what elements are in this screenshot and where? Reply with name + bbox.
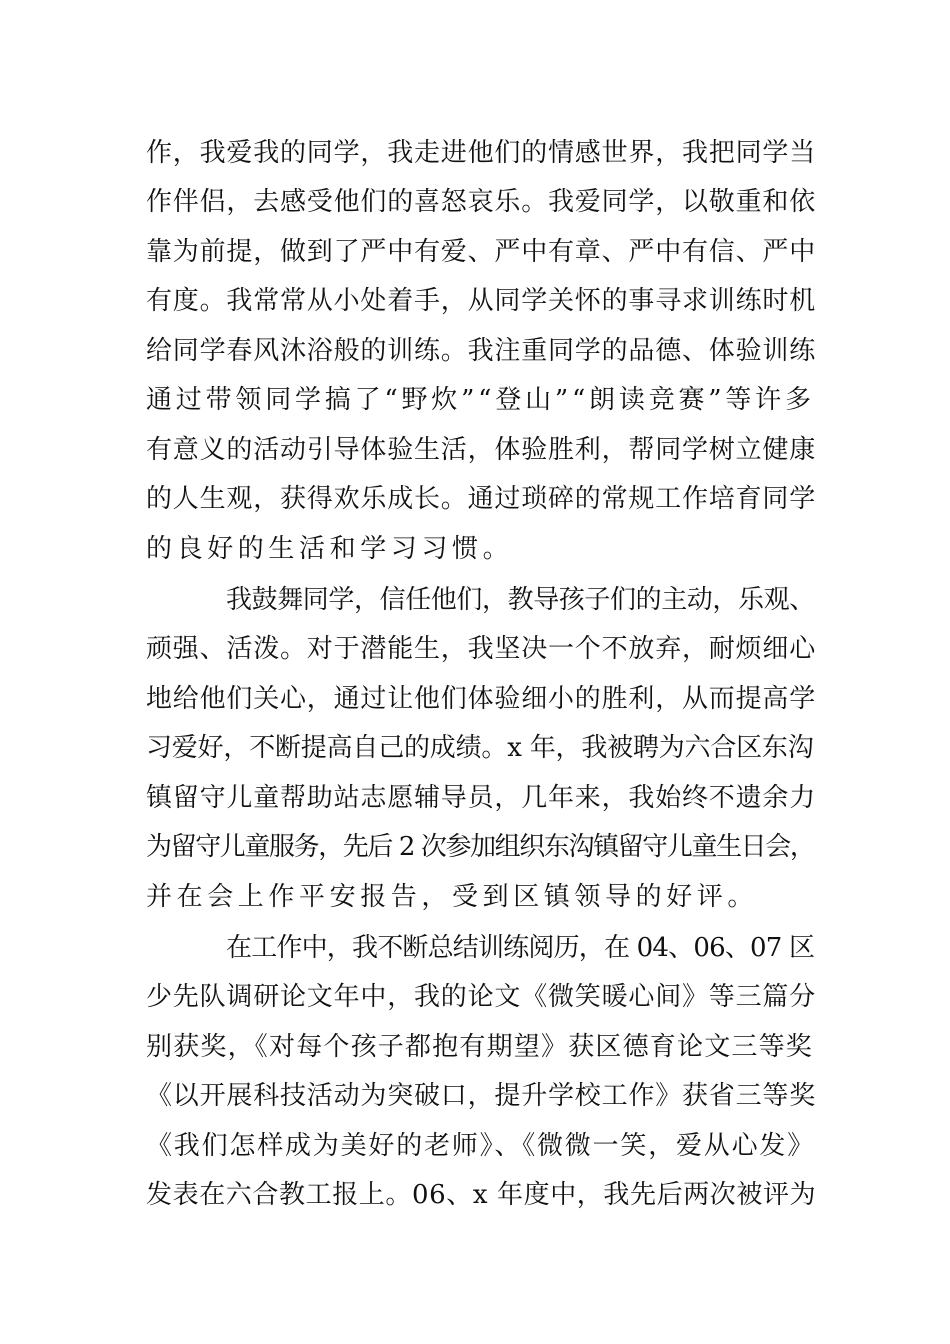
paragraph-3-line-5: 《我们怎样成为美好的老师》、《微微一笑，爱从心发》 [146, 1131, 816, 1161]
paragraph-1-line-4: 有度。我常常从小处着手，从同学关怀的事寻求训练时机 [146, 286, 817, 316]
paragraph-2-line-4: 习爱好，不断提高自己的成绩。x 年，我被聘为六合区东沟 [146, 733, 814, 763]
paragraph-2-line-7: 并在会上作平安报告，受到区镇领导的好评。 [146, 882, 759, 912]
paragraph-2-line-3: 地给他们关心，通过让他们体验细小的胜利，从而提高学 [146, 684, 817, 714]
paragraph-3-line-3: 别获奖，《对每个孩子都抱有期望》获区德育论文三等奖 [146, 1032, 814, 1062]
paragraph-3-line-6: 发表在六合教工报上。06、x 年度中，我先后两次被评为 [146, 1180, 817, 1210]
paragraph-1-line-5: 给同学春风沐浴般的训练。我注重同学的品德、体验训练 [146, 336, 817, 366]
paragraph-1-line-9: 的良好的生活和学习习惯。 [146, 534, 514, 564]
paragraph-2-line-5: 镇留守儿童帮助站志愿辅导员，几年来，我始终不遗余力 [146, 783, 817, 813]
paragraph-1-line-1: 作，我爱我的同学，我走进他们的情感世界，我把同学当 [146, 138, 817, 168]
paragraph-3-line-2: 少先队调研论文年中，我的论文《微笑暖心间》等三篇分 [146, 982, 817, 1012]
paragraph-2-line-6: 为留守儿童服务，先后 2 次参加组织东沟镇留守儿童生日会， [146, 832, 815, 862]
paragraph-2-line-2: 顽强、活泼。对于潜能生，我坚决一个不放弃，耐烦细心 [146, 634, 817, 664]
paragraph-1-line-6: 通过带领同学搞了“野炊”“登山”“朗读竞赛”等许多 [146, 385, 815, 415]
paragraph-1-line-8: 的人生观，获得欢乐成长。通过琐碎的常规工作培育同学 [146, 484, 817, 514]
paragraph-3-line-1: 在工作中，我不断总结训练阅历，在 04、06、07 区 [226, 933, 815, 963]
paragraph-1-line-3: 靠为前提，做到了严中有爱、严中有章、严中有信、严中 [146, 237, 817, 267]
paragraph-1-line-2: 作伴侣，去感受他们的喜怒哀乐。我爱同学，以敬重和依 [146, 187, 817, 217]
paragraph-1-line-7: 有意义的活动引导体验生活，体验胜利，帮同学树立健康 [146, 435, 817, 465]
paragraph-3-line-4: 《以开展科技活动为突破口，提升学校工作》获省三等奖 [146, 1081, 817, 1111]
paragraph-2-line-1: 我鼓舞同学，信任他们，教导孩子们的主动，乐观、 [226, 585, 815, 615]
